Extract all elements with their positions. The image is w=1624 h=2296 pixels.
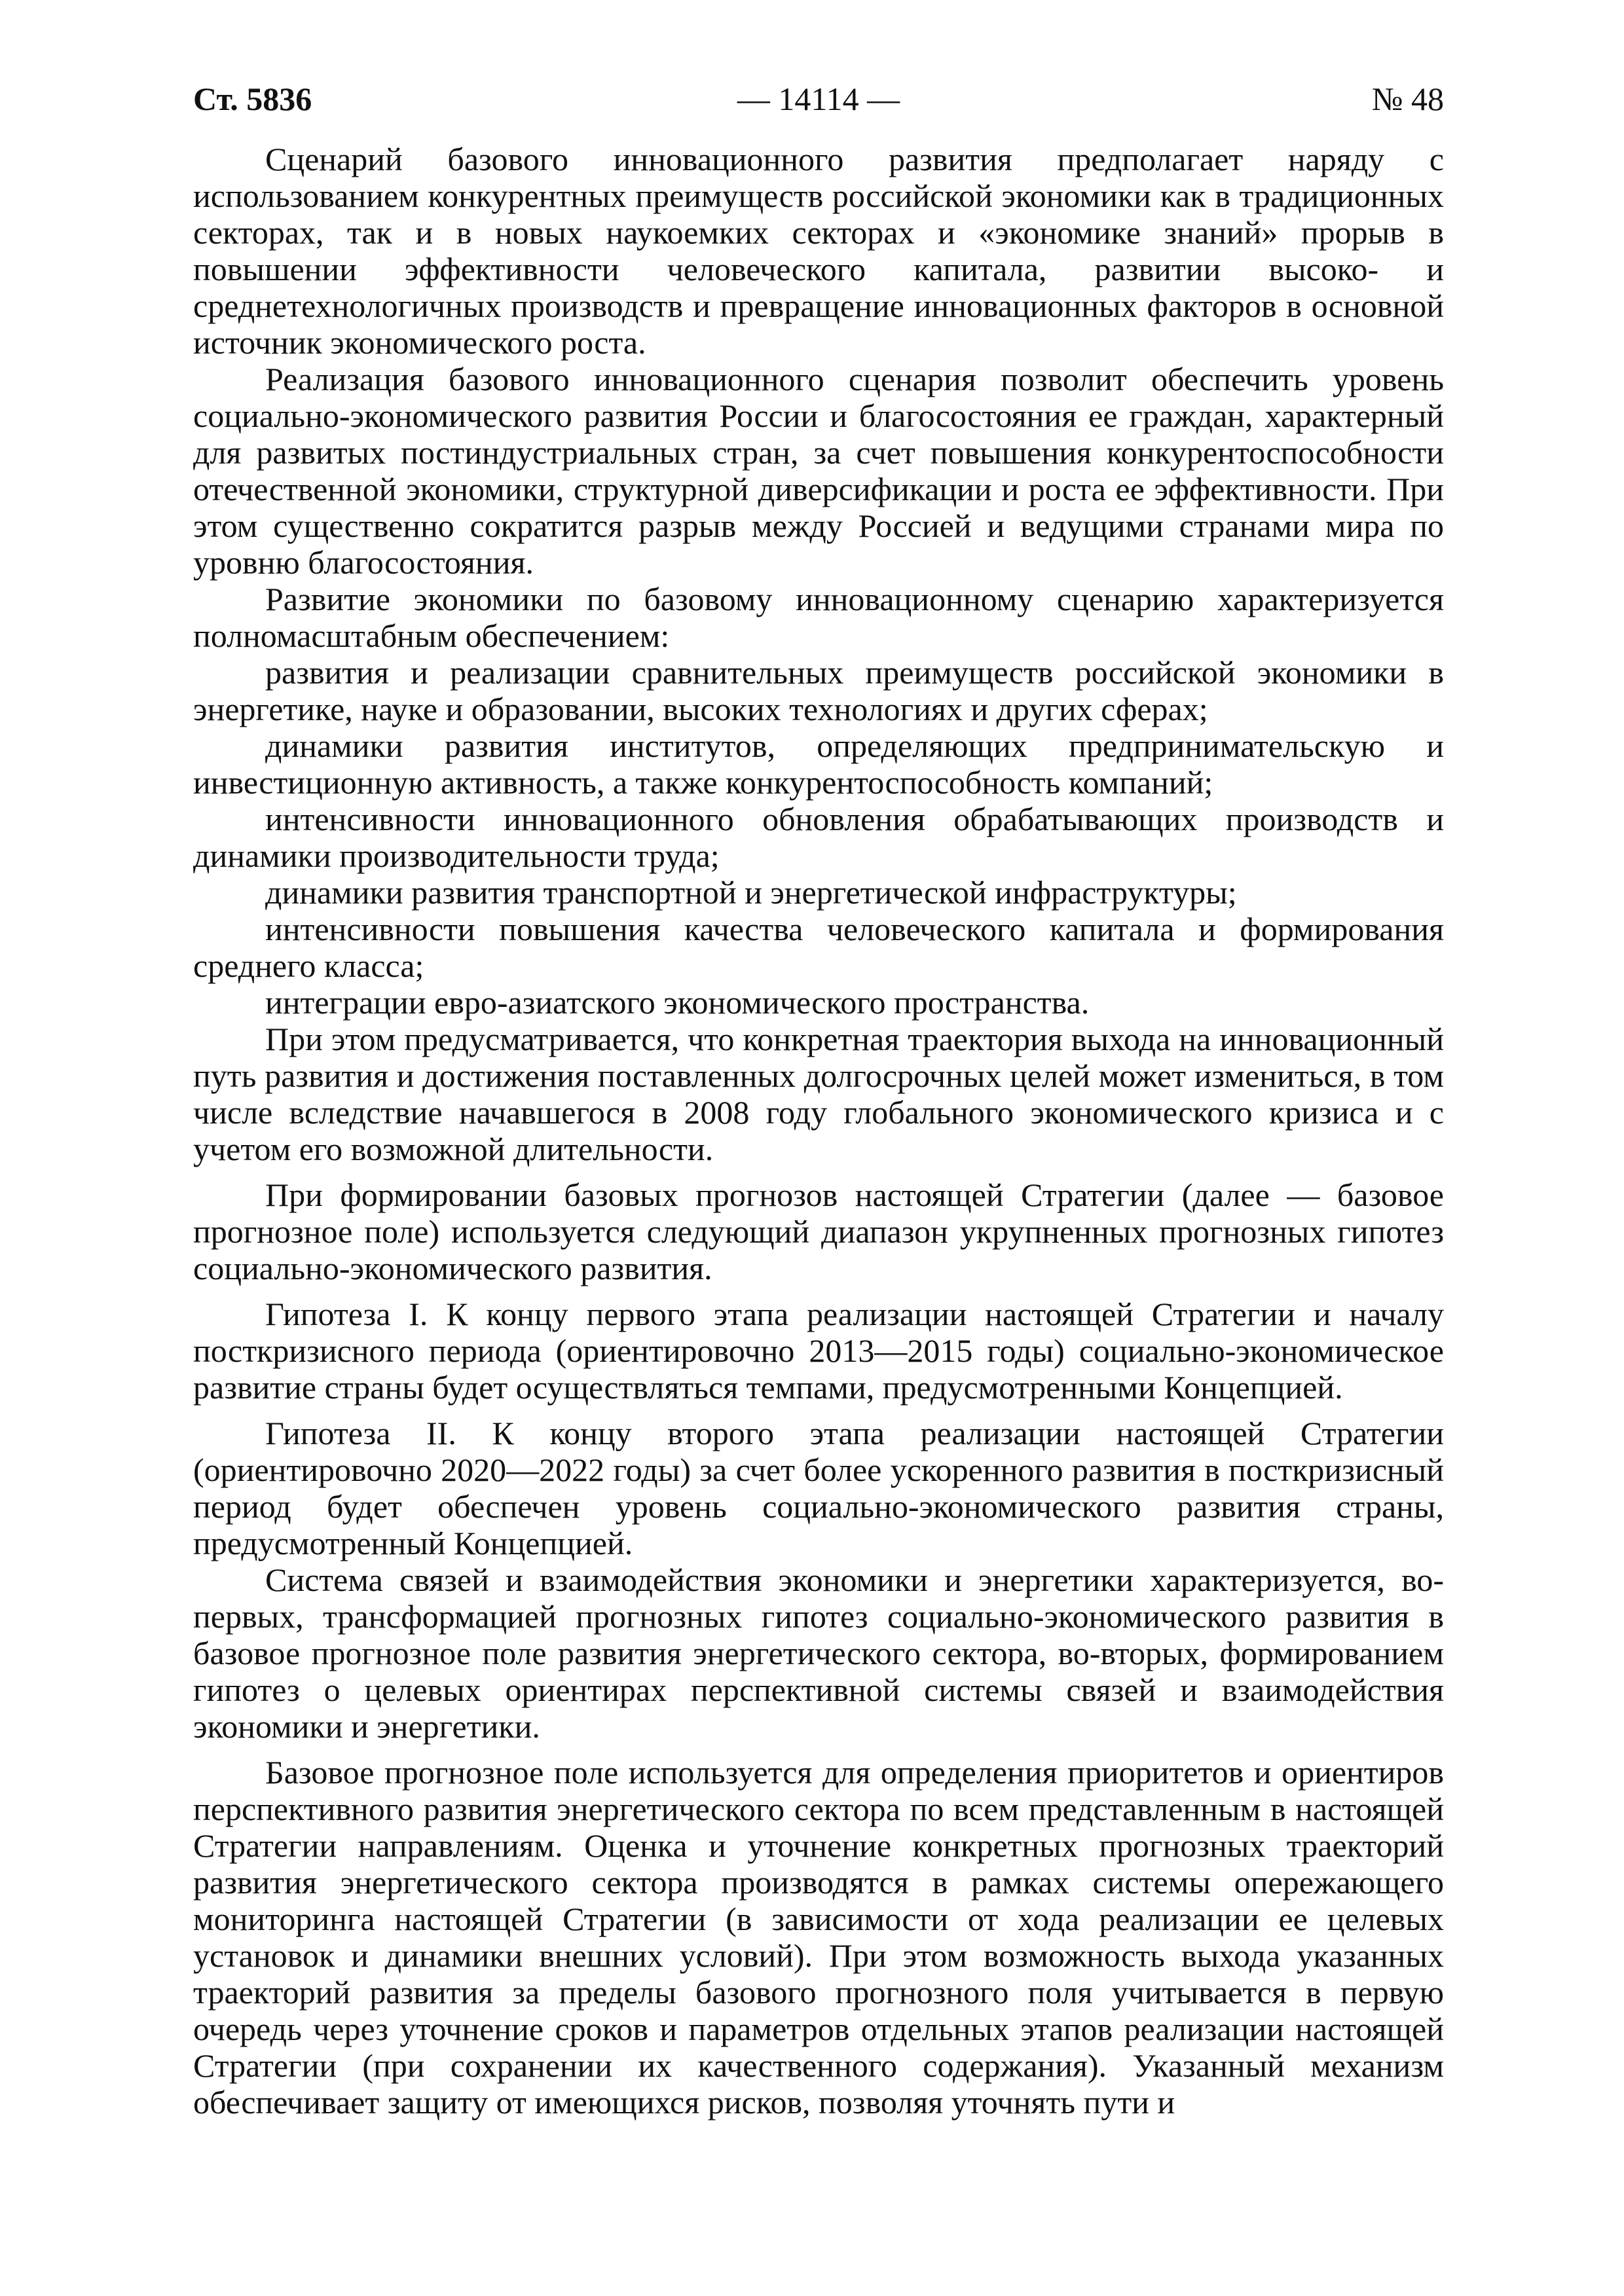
paragraph: При формировании базовых прогнозов настоящей Стратегии (далее — базовое прогнозное поле) используется следующий диапазон укрупненных прогнозных гипотез социально-экономического развития.	[193, 1176, 1444, 1286]
list-item: динамики развития транспортной и энергетической инфраструктуры;	[265, 874, 1237, 911]
page-number: — 14114 —	[737, 81, 900, 117]
paragraph: При этом предусматривается, что конкретная траектория выхода на инновационный путь развития и достижения поставленных долгосрочных целей может измениться, в том числе вследствие начавшегося в 2008 году глобального экономического кризиса и с учетом его возможной длительности.	[193, 1021, 1444, 1167]
hypothesis-1: Гипотеза I. К концу первого этапа реализации настоящей Стратегии и началу посткризисного периода (ориентировочно 2013—2015 годы) социально-экономическое развитие страны будет осуществляться темпами, предусмотренными Концепцией.	[193, 1296, 1444, 1406]
list-item: интеграции евро-азиатского экономического пространства.	[265, 984, 1090, 1021]
list-item: развития и реализации сравнительных преимуществ российской экономики в энергетике, науке и образовании, высоких технологиях и других сферах;	[193, 654, 1444, 727]
paragraph: Сценарий базового инновационного развития предполагает наряду с использованием конкурентных преимуществ российской экономики как в традиционных секторах, так и в новых наукоемких секторах и «экономике знаний» прорыв в повышении эффективности человеческого капитала, развитии высоко- и среднетехнологичных производств и превращение инновационных факторов в основной источник экономического роста.	[193, 141, 1444, 361]
page-header	[193, 69, 1444, 129]
paragraph: Система связей и взаимодействия экономики и энергетики характеризуется, во-первых, трансформацией прогнозных гипотез социально-экономического развития в базовое прогнозное поле развития энергетического сектора, во-вторых, формированием гипотез о целевых ориентирах перспективной системы связей и взаимодействия экономики и энергетики.	[193, 1561, 1444, 1745]
document-body	[193, 141, 1444, 2121]
article-number: Ст. 5836	[193, 81, 312, 117]
paragraph: Развитие экономики по базовому инновационному сценарию характеризуется полномасштабным обеспечением:	[193, 581, 1444, 654]
issue-number: № 48	[1371, 81, 1444, 117]
list-item: интенсивности повышения качества человеческого капитала и формирования среднего класса;	[193, 911, 1444, 984]
document-page	[193, 69, 1444, 2121]
paragraph: Базовое прогнозное поле используется для определения приоритетов и ориентиров перспективного развития энергетического сектора по всем представленным в настоящей Стратегии направлениям. Оценка и уточнение конкретных прогнозных траекторий развития энергетического сектора производятся в рамках системы опережающего мониторинга настоящей Стратегии (в зависимости от хода реализации ее целевых установок и динамики внешних условий). При этом возможность выхода указанных траекторий развития за пределы базового прогнозного поля учитывается в первую очередь через уточнение сроков и параметров отдельных этапов реализации настоящей Стратегии (при сохранении их качественного содержания). Указанный механизм обеспечивает защиту от имеющихся рисков, позволяя уточнять пути и	[193, 1754, 1444, 2121]
hypothesis-2: Гипотеза II. К концу второго этапа реализации настоящей Стратегии (ориентировочно 2020—2022 годы) за счет более ускоренного развития в посткризисный период будет обеспечен уровень социально-экономического развития страны, предусмотренный Концепцией.	[193, 1415, 1444, 1561]
paragraph: Реализация базового инновационного сценария позволит обеспечить уровень социально-экономического развития России и благосостояния ее граждан, характерный для развитых постиндустриальных стран, за счет повышения конкурентоспособности отечественной экономики, структурной диверсификации и роста ее эффективности. При этом существенно сократится разрыв между Россией и ведущими странами мира по уровню благосостояния.	[193, 361, 1444, 581]
list-item: динамики развития институтов, определяющих предпринимательскую и инвестиционную активность, а также конкурентоспособность компаний;	[193, 727, 1444, 801]
list-item: интенсивности инновационного обновления обрабатывающих производств и динамики производительности труда;	[193, 801, 1444, 874]
